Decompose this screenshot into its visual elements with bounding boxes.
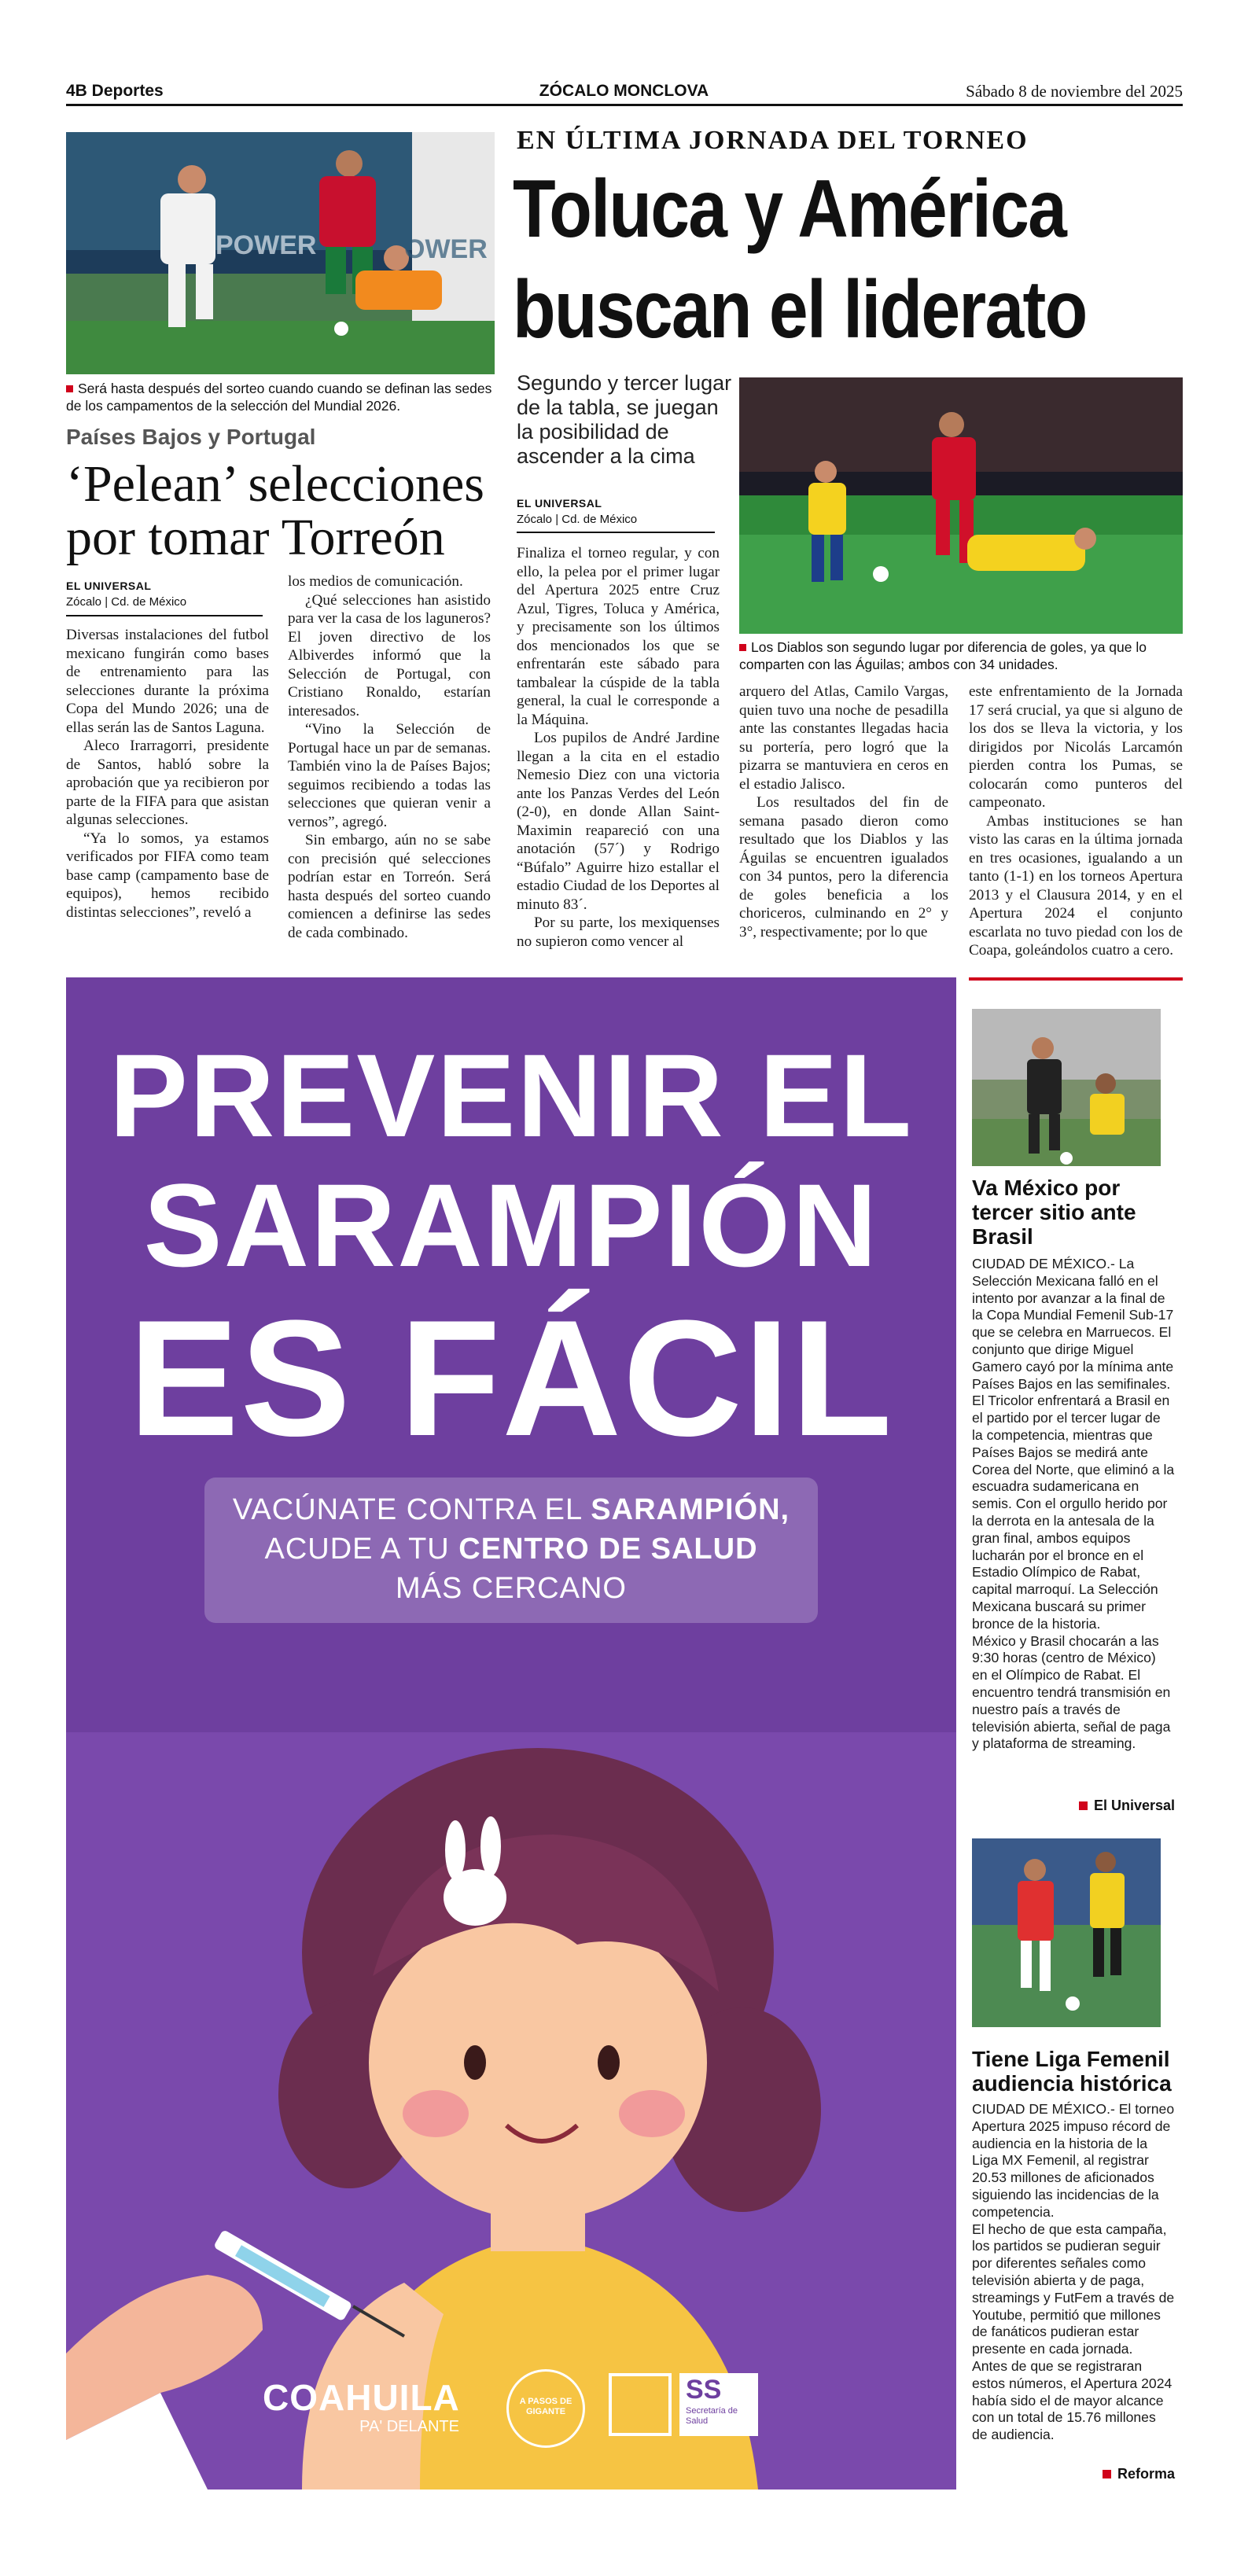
main-col-1: Finaliza el torneo regular, y con ello, la pelea por el primer lugar del Apertura 2025 entre Cruz Azul, Tigres, Toluca y América, y precisamente son los últimos dos mencionados los que se enfrentarán este sábado para tambalear la cúspide de la tabla general, la cual le corresponde a la Máquina. Los pupilos de André Jardine llegan a la cita en el estadio Nemesio Diez con una victoria ante los Panzas Verdes del León (2-0), en donde Allan Saint-Maximin reapareció con una anotación (57´) y Rodrigo “Búfalo” Aguirre hizo estallar el estadio Ciudad de los Deportes al minuto 83´. Por su parte, los mexiquenses no supieron como vencer al <box>517 545 720 950</box>
left-headline-line2: por tomar Torreón <box>66 509 445 566</box>
side1-headline: Va México por tercer sitio ante Brasil <box>972 1176 1136 1249</box>
toluca-america-photo <box>739 377 1183 634</box>
side2-body: CIUDAD DE MÉXICO.- El torneo Apertura 2025 impuso récord de audiencia en la historia de la Liga MX Femenil, al registrar 20.53 millones de aficionados siguiendo las incidencias de la competencia. El hecho de que esta campaña, los partidos se pudieran seguir por diferentes señales como televisión abierta y de paga, streamings y FutFem a través de Youtube, permitió que millones de fanáticos pudieran estar presente en cada jornada. Antes de que se registraran estos números, el Apertura 2024 había sido el de mayor alcance con un total de 15.76 millones de audiencia. <box>972 2101 1175 2443</box>
red-square-icon <box>66 385 73 392</box>
side2-headline: Tiene Liga Femenil audiencia histórica <box>972 2047 1172 2096</box>
ad-title-line1: PREVENIR EL <box>109 1029 914 1161</box>
svg-text:POWER: POWER <box>215 230 317 260</box>
main-deck: Segundo y tercer lugar de la tabla, se juegan la posibilidad de ascender a la cima <box>517 371 732 468</box>
coahuila-logo: COAHUILA PA' DELANTE <box>263 2377 460 2435</box>
header-rule <box>66 104 1183 106</box>
ad-title-line2: SARAMPIÓN <box>143 1159 879 1291</box>
main-photo-caption: Los Diablos son segundo lugar por diferencia de goles, ya que lo comparten con las Águilas; ambos con 34 unidades. <box>739 639 1147 672</box>
mexico-femenil-photo <box>972 1009 1161 1166</box>
left-byline-rule <box>66 615 263 616</box>
ad-title-line3: ES FÁCIL <box>128 1286 894 1470</box>
sidebar-accent-rule <box>969 977 1183 981</box>
main-headline-line1: Toluca y América <box>513 164 1066 255</box>
ad-message-line2: ACUDE A TU CENTRO DE SALUD <box>264 1533 758 1566</box>
side2-source: Reforma <box>972 2466 1175 2482</box>
left-headline-line1: ‘Pelean’ selecciones <box>66 455 484 513</box>
left-photo-caption: Será hasta después del sorteo cuando cuando se definan las sedes de los campamentos de la selección del Mundial 2026. <box>66 381 492 414</box>
newspaper-name: ZÓCALO MONCLOVA <box>539 82 709 100</box>
liga-femenil-photo <box>972 1838 1161 2027</box>
issue-date: Sábado 8 de noviembre del 2025 <box>966 82 1183 101</box>
svg-text:OWER: OWER <box>404 234 488 264</box>
soccer-photo <box>66 132 495 374</box>
measles-vaccine-ad <box>66 977 956 2490</box>
side1-source: El Universal <box>972 1798 1175 1814</box>
red-square-icon <box>1079 1801 1088 1810</box>
ad-message-box <box>204 1478 818 1623</box>
main-col-2: arquero del Atlas, Camilo Vargas, quien tuvo una noche de pesadilla ante las constantes llegadas hacia su portería, pero logró que la pizarra se mantuviera en ceros en el estadio Jalisco. Los resultados del fin de semana pasado dieron como resultado que los Diablos y las Águilas se encuentren igualados con 34 puntos, pero la diferencia de goles beneficia a los choriceros, culminando en 2° y 3°, respectivamente; por lo que <box>739 683 948 940</box>
left-col-1: Diversas instalaciones del futbol mexicano fungirán como bases de entrenamiento para las selecciones durante la próxima Copa del Mundo 2026; una de ellas serán las de Santos Laguna. Aleco Irarragorri, presidente de Santos, habló sobre la aprobación que ya recibieron por parte de la FIFA para que asistan algunas selecciones. “Ya lo somos, ya estamos verificados por FIFA como team base camp (campamento base de equipos), hemos recibido distintas selecciones”, reveló a <box>66 627 269 921</box>
pasos-logo: A PASOS DE GIGANTE <box>506 2369 585 2448</box>
main-headline-line2: buscan el liderato <box>513 264 1087 355</box>
main-byline-rule <box>517 532 715 533</box>
main-col-3: este enfrentamiento de la Jornada 17 será crucial, ya que si alguno de los dos se lleva la victoria, y los dirigidos por Nicolás Larcamón pierden contra los Pumas, se colocarán como punteros del campeonato. Ambas instituciones se han visto las caras en la última jornada en tres ocasiones, igualando a un tanto (1-1) en los torneos Apertura 2013 y el Clausura 2014, y en el Apertura 2024 el conjunto escarlata no tuvo piedad con los de Coapa, goleándolos cuatro a cero. <box>969 683 1183 959</box>
side1-body: CIUDAD DE MÉXICO.- La Selección Mexicana falló en el intento por avanzar a la final de la Copa Mundial Femenil Sub-17 que se celebra en Marruecos. El conjunto que dirige Miguel Gamero cayó por la mínima ante Países Bajos en las semifinales. El Tricolor enfrentará a Brasil en el partido por el tercer lugar de la competencia, mientras que Países Bajos se medirá ante Corea del Norte, que eliminó a la escuadra sudamericana en semis. Con el orgullo herido por la derrota en la antesala de la gran final, ambos equipos lucharán por el bronce en el Estadio Olímpico de Rabat, capital marroquí. La Selección Mexicana buscará su primer bronce de la historia. México y Brasil chocarán a las 9:30 horas (centro de México) en el Olímpico de Rabat. El encuentro tendrá transmisión en nuestro país a través de televisión abierta, señal de paga y plataforma de streaming. <box>972 1256 1175 1752</box>
red-square-icon <box>739 644 746 651</box>
ad-message-line3: MÁS CERCANO <box>396 1572 627 1605</box>
ad-message-line1: VACÚNATE CONTRA EL SARAMPIÓN, <box>232 1493 790 1526</box>
section-label: 4B Deportes <box>66 82 164 100</box>
ss-logo: SS Secretaría de Salud <box>679 2373 758 2436</box>
main-kicker: EN ÚLTIMA JORNADA DEL TORNEO <box>517 126 1029 155</box>
main-byline: EL UNIVERSAL Zócalo | Cd. de México <box>517 497 638 526</box>
red-square-icon <box>1103 2470 1111 2478</box>
left-kicker: Países Bajos y Portugal <box>66 425 316 449</box>
left-byline: EL UNIVERSAL Zócalo | Cd. de México <box>66 580 187 609</box>
ss-emblem-icon <box>609 2373 672 2436</box>
left-col-2: los medios de comunicación. ¿Qué selecciones han asistido para ver la casa de los laguneros? El joven directivo de los Albiverdes informó que la Selección de Portugal, con Cristiano Ronaldo, estarían interesados. “Vino la Selección de Portugal hace un par de semanas. También vino la de Países Bajos; seguimos recibiendo a todas las selecciones que quieran venir a vernos”, agregó. Sin embargo, aún no se sabe con precisión qué selecciones podrían estar en Torreón. Será hasta después del sorteo cuando comiencen a definirse las sedes de cada combinado. <box>288 573 491 941</box>
